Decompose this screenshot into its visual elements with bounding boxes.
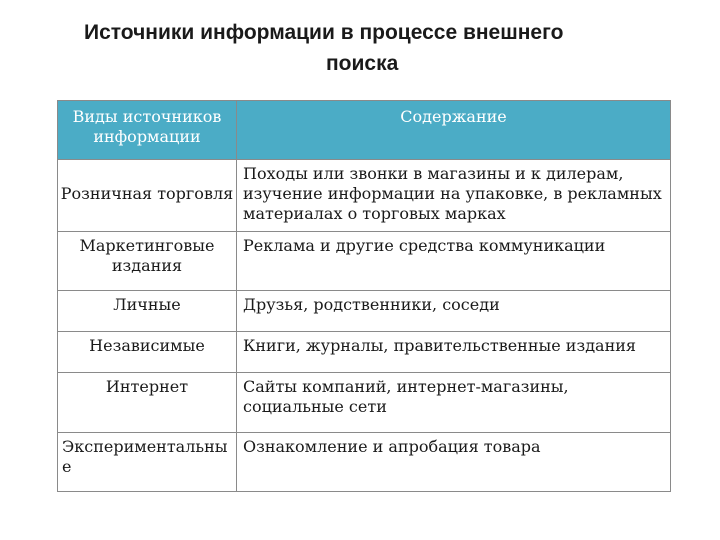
table-row [58, 332, 671, 373]
cell-source: Личные [58, 291, 237, 332]
table-row [58, 291, 671, 332]
cell-content: Походы или звонки в магазины и к дилерам, изучение информации на упаковке, в рекламных материалах о торговых марках [237, 160, 671, 232]
cell-content: Ознакомление и апробация товара [237, 433, 671, 492]
table-header-row [58, 101, 671, 160]
table-row [58, 160, 671, 232]
cell-source: Интернет [58, 373, 237, 433]
title-line-2: поиска [326, 52, 399, 75]
header-source-type: Виды источников информации [58, 101, 237, 160]
cell-content: Реклама и другие средства коммуникации [237, 232, 671, 291]
table-row [58, 232, 671, 291]
cell-source: Розничная торговля [58, 160, 237, 232]
cell-content: Сайты компаний, интернет-магазины, социальные сети [237, 373, 671, 433]
sources-table [57, 100, 671, 492]
header-content: Содержание [237, 101, 671, 160]
cell-source: Независимые [58, 332, 237, 373]
cell-source: Маркетинговые издания [58, 232, 237, 291]
cell-content: Друзья, родственники, соседи [237, 291, 671, 332]
title-line-1: Источники информации в процессе внешнего [84, 21, 564, 44]
table-row [58, 433, 671, 492]
table-row [58, 373, 671, 433]
cell-source: Экспериментальные [58, 433, 237, 492]
cell-content: Книги, журналы, правительственные издания [237, 332, 671, 373]
